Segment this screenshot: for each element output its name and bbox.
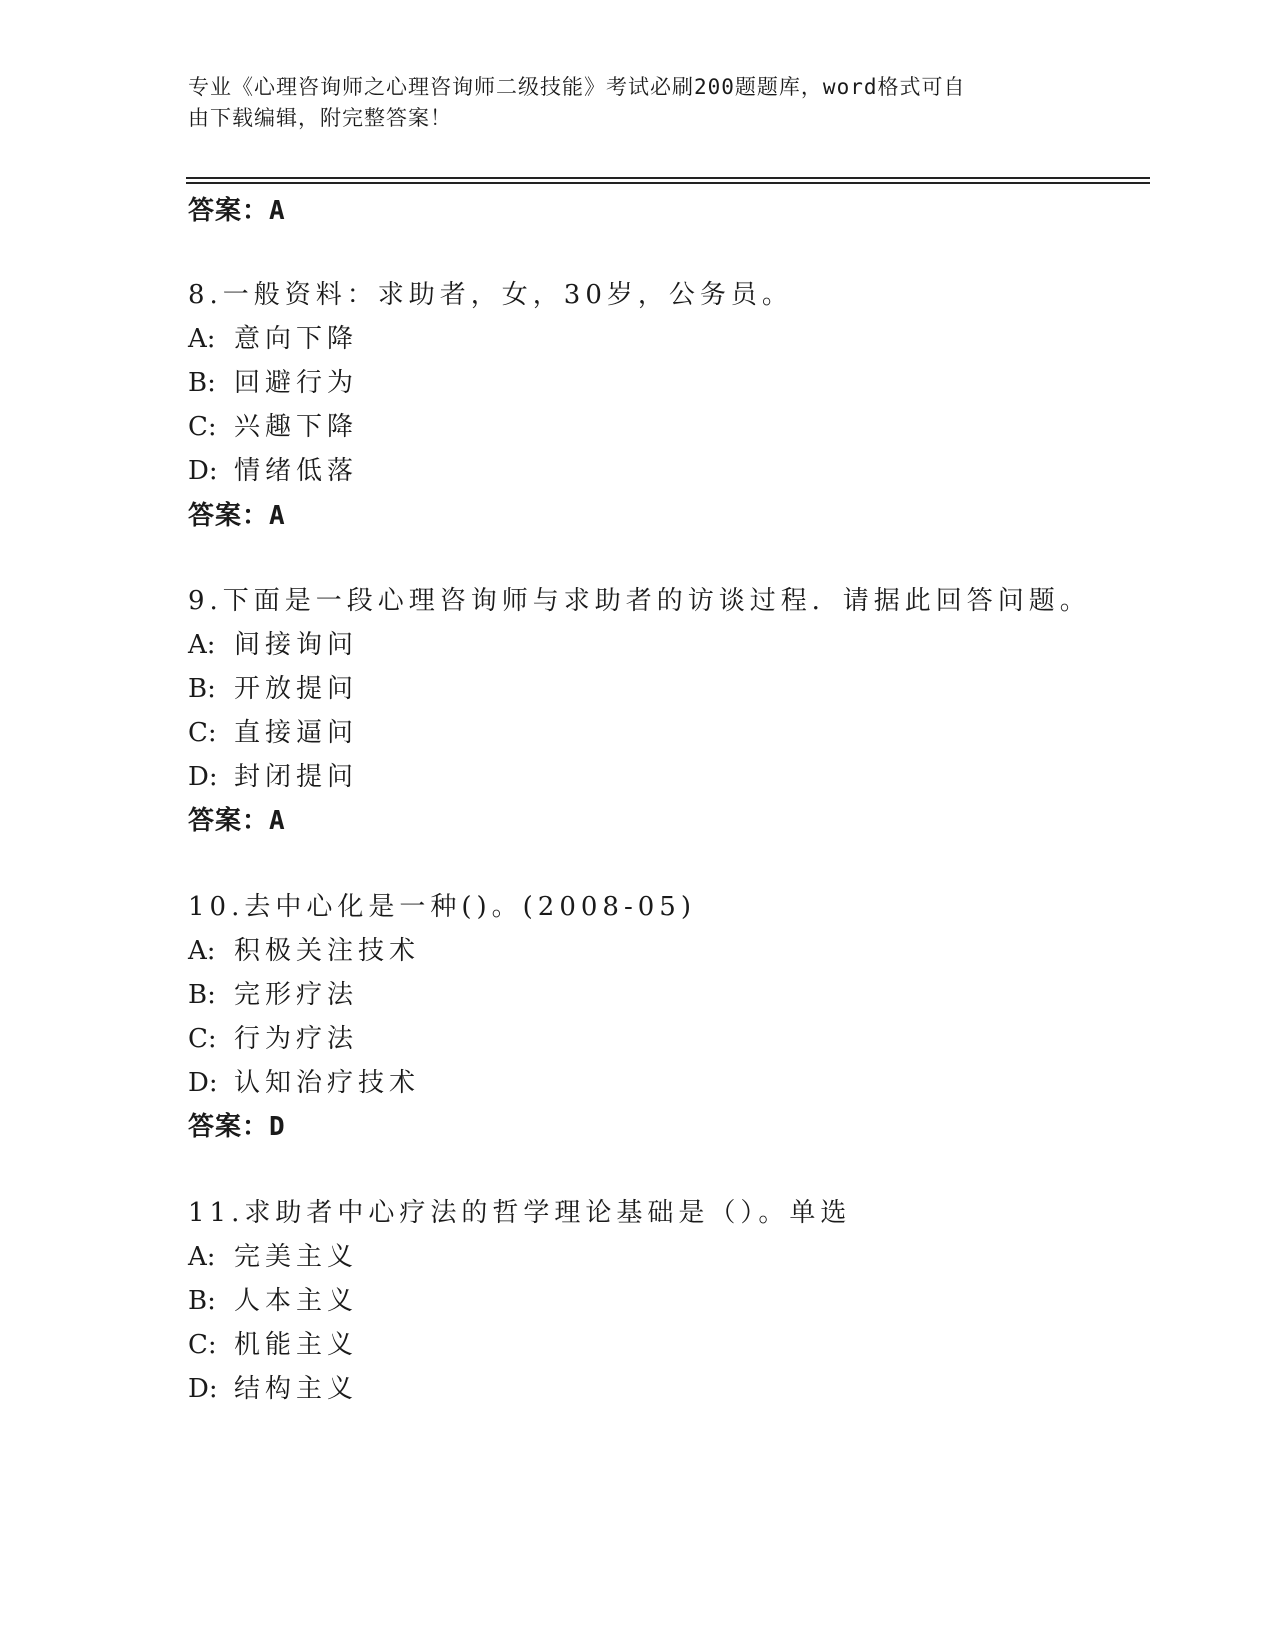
option-text: 积极关注技术 <box>234 936 421 966</box>
answer-value: A <box>269 196 286 226</box>
option-d <box>188 1368 358 1405</box>
option-b <box>188 974 358 1011</box>
option-text: 开放提问 <box>234 674 359 704</box>
option-text: 人本主义 <box>234 1286 359 1316</box>
option-text: 情绪低落 <box>234 456 359 486</box>
option-letter: D: <box>188 762 218 792</box>
option-b <box>188 362 358 399</box>
option-letter: D: <box>188 1068 218 1098</box>
option-text: 直接逼问 <box>234 718 359 748</box>
option-d <box>188 1062 420 1099</box>
option-letter: D: <box>188 1374 218 1404</box>
header-divider-bottom <box>186 182 1150 184</box>
answer-line <box>188 1106 286 1143</box>
option-text: 行为疗法 <box>234 1024 359 1054</box>
question-stem: 10.去中心化是一种()。(2008-05) <box>188 892 696 922</box>
answer-value: A <box>269 806 286 836</box>
option-letter: B: <box>188 1286 216 1316</box>
answer-label: 答案： <box>188 806 270 836</box>
answer-value: A <box>269 501 286 531</box>
option-letter: B: <box>188 980 216 1010</box>
option-letter: D: <box>188 456 218 486</box>
option-b <box>188 1280 358 1317</box>
answer-line <box>188 800 286 837</box>
option-letter: C: <box>188 1330 217 1360</box>
option-a <box>188 624 358 661</box>
answer-line <box>188 190 286 227</box>
option-letter: B: <box>188 674 216 704</box>
option-text: 回避行为 <box>234 368 359 398</box>
option-a <box>188 1236 358 1273</box>
option-d <box>188 450 358 487</box>
option-c <box>188 1324 358 1361</box>
question-stem: 11.求助者中心疗法的哲学理论基础是（）。单选 <box>188 1198 852 1228</box>
option-text: 兴趣下降 <box>234 412 359 442</box>
question-stem: 9.下面是一段心理咨询师与求助者的访谈过程．请据此回答问题。 <box>188 586 1091 616</box>
option-letter: A: <box>188 324 216 354</box>
option-text: 意向下降 <box>234 324 359 354</box>
option-c <box>188 712 358 749</box>
option-text: 完美主义 <box>234 1242 359 1272</box>
option-a <box>188 930 420 967</box>
option-text: 结构主义 <box>234 1374 359 1404</box>
header-line-1: 专业《心理咨询师之心理咨询师二级技能》考试必刷200题题库，word格式可自 <box>188 75 966 99</box>
option-c <box>188 406 358 443</box>
answer-label: 答案： <box>188 501 270 531</box>
answer-line <box>188 495 286 532</box>
option-letter: A: <box>188 1242 216 1272</box>
option-letter: C: <box>188 1024 217 1054</box>
option-letter: C: <box>188 412 217 442</box>
option-text: 机能主义 <box>234 1330 359 1360</box>
option-text: 封闭提问 <box>234 762 359 792</box>
answer-label: 答案： <box>188 196 270 226</box>
option-a <box>188 318 358 355</box>
answer-value: D <box>269 1112 286 1142</box>
option-text: 间接询问 <box>234 630 359 660</box>
option-b <box>188 668 358 705</box>
option-letter: C: <box>188 718 217 748</box>
option-d <box>188 756 358 793</box>
header-divider-top <box>186 177 1150 179</box>
option-c <box>188 1018 358 1055</box>
option-letter: A: <box>188 630 216 660</box>
option-letter: B: <box>188 368 216 398</box>
question-stem: 8.一般资料：求助者，女，30岁，公务员。 <box>188 280 793 310</box>
header-line-2: 由下载编辑，附完整答案！ <box>188 106 452 130</box>
option-letter: A: <box>188 936 216 966</box>
document-header <box>188 72 1068 134</box>
option-text: 完形疗法 <box>234 980 359 1010</box>
option-text: 认知治疗技术 <box>234 1068 421 1098</box>
answer-label: 答案： <box>188 1112 270 1142</box>
